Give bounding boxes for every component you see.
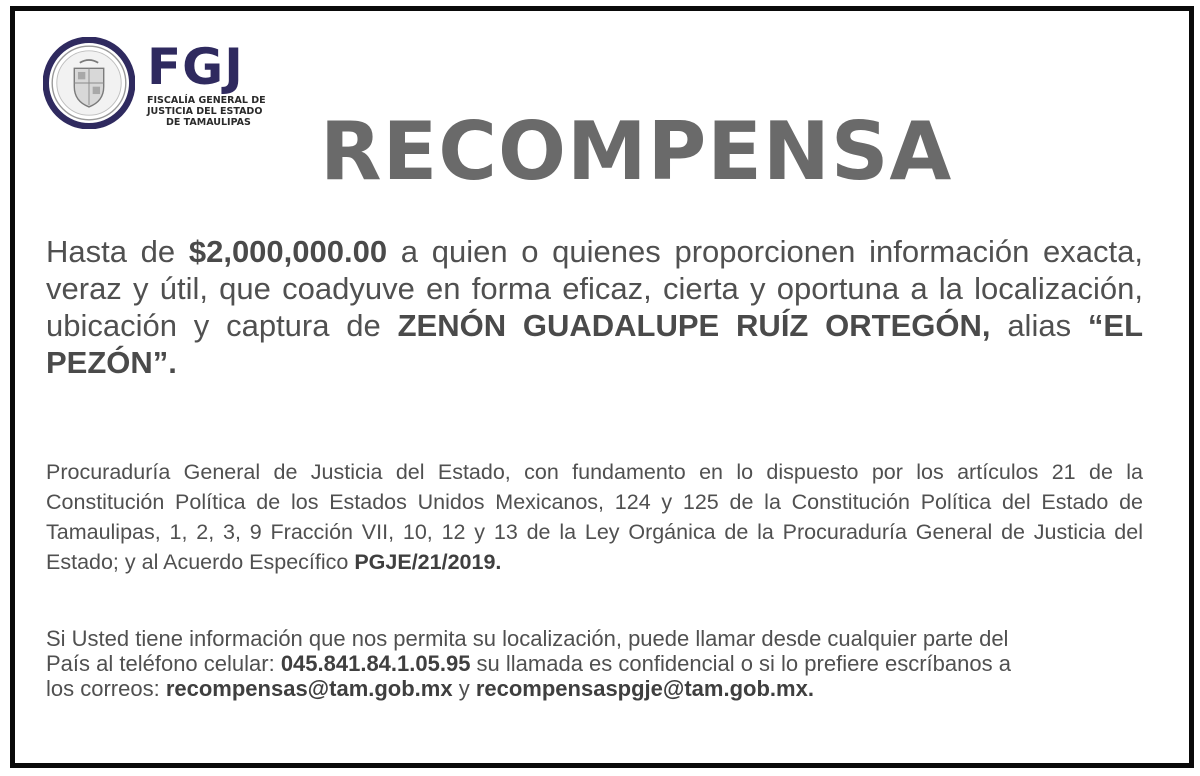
logo-acronym: FGJ bbox=[147, 38, 244, 96]
contact-text: y bbox=[452, 676, 476, 701]
page-title: RECOMPENSA bbox=[320, 105, 953, 198]
email-link: recompensaspgje@tam.gob.mx. bbox=[475, 676, 814, 701]
logo-subtitle-line: DE TAMAULIPAS bbox=[166, 117, 251, 128]
reward-text: Hasta de bbox=[46, 234, 189, 269]
fgj-logo bbox=[43, 37, 293, 147]
wanted-person-alias: “EL PEZÓN”. bbox=[46, 308, 1144, 380]
tamaulipas-seal-icon bbox=[43, 37, 135, 129]
wanted-person-name: ZENÓN GUADALUPE RUÍZ ORTEGÓN, bbox=[397, 308, 991, 343]
legal-text: Procuraduría General de Justicia del Estado, con fundamento en lo dispuesto por los artículos 21 de la Constitución Política de los Estados Unidos Mexicanos, 124 y 125 de la Constitución Política del Estado de Tamaulipas, 1, 2, 3, 9 Fracción VII, 10, 12 y 13 de la Ley Orgánica de la Procuraduría General de Justicia del Estado; y al Acuerdo Específico bbox=[46, 460, 1143, 574]
logo-subtitle-line: FISCALÍA GENERAL DE bbox=[147, 95, 266, 106]
phone-number: 045.841.84.1.05.95 bbox=[280, 651, 471, 676]
contact-text: su llamada es confidencial o si lo prefiere escríbanos a bbox=[470, 651, 1011, 676]
reward-amount: $2,000,000.00 bbox=[188, 234, 388, 269]
reward-paragraph bbox=[46, 233, 1143, 381]
reward-text: alias bbox=[990, 308, 1088, 343]
notice-frame bbox=[10, 6, 1194, 768]
contact-paragraph bbox=[46, 626, 1136, 701]
contact-text: los correos: bbox=[46, 676, 166, 701]
logo-subtitle bbox=[147, 95, 287, 128]
contact-line: Si Usted tiene información que nos permita su localización, puede llamar desde cualquier parte del bbox=[46, 626, 1009, 651]
reward-text: a quien o quienes proporcionen información exacta, veraz y útil, que coadyuve en forma eficaz, cierta y oportuna a la localización, ubicación y captura de bbox=[46, 234, 1143, 343]
contact-text: País al teléfono celular: bbox=[46, 651, 281, 676]
email-link: recompensas@tam.gob.mx bbox=[165, 676, 453, 701]
legal-basis-paragraph bbox=[46, 457, 1143, 577]
logo-subtitle-line: JUSTICIA DEL ESTADO bbox=[147, 106, 263, 117]
agreement-code: PGJE/21/2019. bbox=[354, 550, 502, 574]
contact-line bbox=[46, 676, 1136, 701]
contact-line bbox=[46, 651, 1136, 676]
